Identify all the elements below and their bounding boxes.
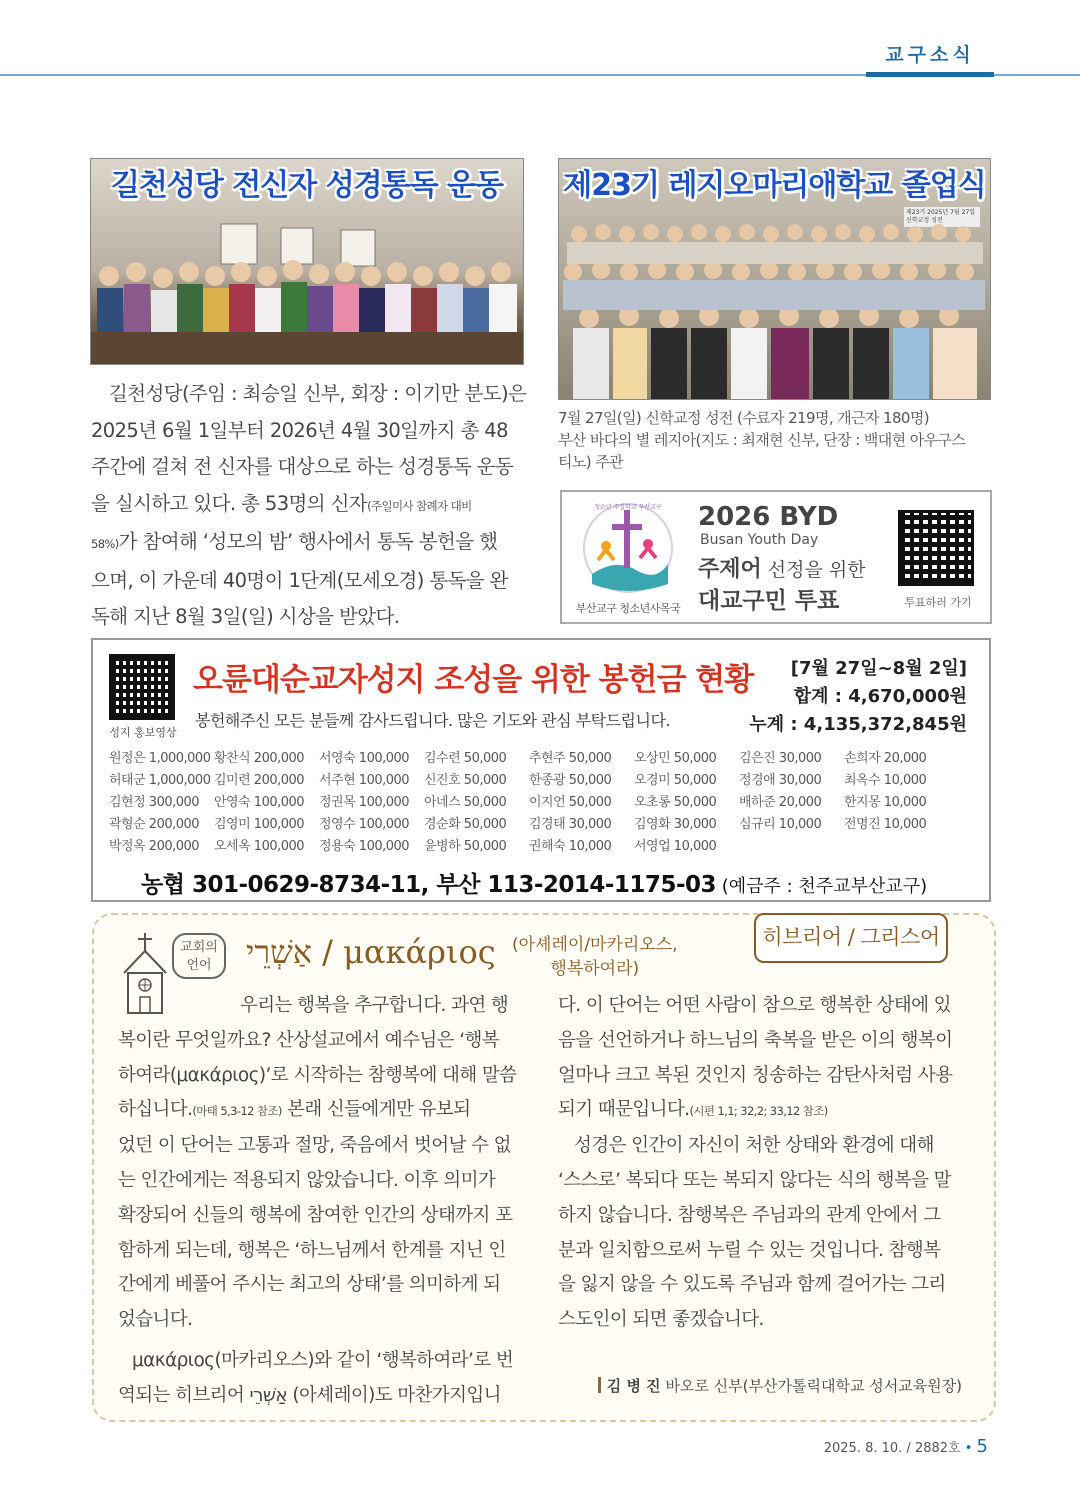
article-line: 었던 이 단어는 고통과 절망, 죽음에서 벗어날 수 없 [118,1135,511,1157]
donor-entry: 경순화 50,000 [424,817,507,832]
donation-title: 오륜대순교자성지 조성을 위한 봉헌금 현황 [193,662,754,698]
article-line [558,1093,968,1129]
article-line [118,1093,528,1129]
caption-line: 티노) 주관 [558,453,623,471]
donor-entry: 윤병하 50,000 [424,839,507,854]
page-footer [824,1436,988,1457]
article-line: 우리는 행복을 추구합니다. 과연 행 [240,995,509,1016]
right-news-caption [558,407,990,473]
donor-entry: 정권목 100,000 [319,795,410,810]
donor-entry: 전명진 10,000 [844,817,927,832]
body-line: 2025년 6월 1일부터 2026년 4월 30일까지 총 48 [91,418,508,442]
byd-qr-code[interactable] [898,510,974,586]
shrine-video-qr-code[interactable] [109,654,175,720]
page-number: 5 [976,1436,988,1457]
donation-cumulative: 누계 : 4,135,372,845원 [749,714,967,735]
author-title: 바오로 신부(부산가톨릭대학교 성서교육원장) [660,1377,962,1395]
donor-entry: 권해숙 10,000 [529,839,612,854]
author-bar [598,1377,601,1393]
byd-subtitle: Busan Youth Day [700,532,819,548]
article-line: 확장되어 신들의 행복에 참여한 인간의 상태까지 포 [118,1204,513,1226]
graduates-illustration [559,214,990,399]
donor-entry: 김미련 200,000 [214,773,305,788]
donor-entry: 배하준 20,000 [739,795,822,810]
right-photo-title: 제23기 레지오마리애학교 졸업식 [563,168,986,203]
donor-entry: 박정옥 200,000 [109,839,200,854]
gloss-line: (아셰레이/마카리오스, [512,935,678,955]
qr-caption: 성지 홍보영상 [109,726,177,739]
donor-entry: 원정은 1,000,000 [109,751,211,766]
footer-bullet: • [964,1441,973,1456]
byd-title: 2026 BYD [698,502,839,532]
left-photo-title: 길천성당 전신자 성경통독 운동 [110,168,504,203]
article-left-column [118,989,528,1414]
donor-entry: 오초롱 50,000 [634,795,717,810]
article-line: 을 잃지 않을 수 있도록 주님과 함께 걸어가는 그리 [558,1274,946,1296]
donor-entry: 최옥수 10,000 [844,773,927,788]
donor-entry: 신진호 50,000 [424,773,507,788]
logo-caption: 부산교구 청소년사목국 [575,602,681,615]
body-line: 주간에 걸쳐 전 신자를 대상으로 하는 성경통독 운동 [91,455,514,478]
caption-line: 부산 바다의 별 레지아(지도 : 최재현 신부, 단장 : 백대현 아우구스 [558,431,966,449]
article-line: 하여라(μακάριος)’로 시작하는 참행복에 대해 말씀 [118,1064,517,1086]
donor-entry: 안영숙 100,000 [214,795,305,810]
donation-period: [7월 27일~8월 2일] [790,658,967,679]
article-line: ‘스스로’ 복되다 또는 복되지 않다는 식의 행복을 말 [558,1169,951,1191]
byd-keyword: 주제어 [698,557,762,582]
donor-entry: 서영숙 100,000 [319,751,410,766]
gloss-line: 행복하여라) [550,959,640,979]
body-line: 으며, 이 가운데 40명이 1단계(모세오경) 통독을 완 [91,568,508,592]
heading-gloss [512,933,678,981]
article-line: 함하게 되는데, 행복은 ‘하느님께서 한계를 지닌 인 [118,1239,506,1261]
article-line: μακάριος(마카리오스)와 같이 ‘행복하여라’로 번 [132,1349,514,1371]
article-line: 다. 이 단어는 어떤 사람이 참으로 행복한 상태에 있 [558,995,951,1016]
scripture-ref: (시편 1,1; 32,2; 33,12 참조) [689,1104,828,1119]
article-line: 스도인이 되면 좋겠습니다. [558,1309,764,1331]
logo-ring-text: 청소년 주일학교 부산교구 [594,504,662,511]
youth-ministry-logo [576,498,680,598]
donor-entry: 황찬식 200,000 [214,751,305,766]
donor-entry: 손희자 20,000 [844,751,927,766]
body-note: 58%) [91,537,119,551]
article-line: 음을 선언하거나 하느님의 축복을 받은 이의 행복이 [558,1029,953,1051]
author-name: 김 병 진 [606,1377,661,1395]
article-right-column [558,989,968,1338]
hebrew-word: אַשְׁרֵי [246,933,312,971]
donor-entry: 오상민 50,000 [634,751,717,766]
body-text: 을 실시하고 있다. 총 53명의 신자 [91,491,368,515]
article-line: 분과 일치함으로써 누릴 수 있는 것입니다. 참행복 [558,1239,941,1261]
parishioners-illustration [91,214,523,364]
church-language-badge: 교회의 언어 [172,933,226,979]
article-line: 간에게 베풀어 주시는 최고의 상태’를 의미하게 되 [118,1274,501,1296]
left-news-photo [90,158,524,365]
donor-entry: 김경태 30,000 [529,817,612,832]
donor-entry: 서주현 100,000 [319,773,410,788]
donor-entry: 김수련 50,000 [424,751,507,766]
donor-entry: 추현주 50,000 [529,751,612,766]
donor-entry: 정경애 30,000 [739,773,822,788]
article-line: 복이란 무엇일까요? 산상설교에서 예수님은 ‘행복 [118,1029,500,1051]
article-text: 하십니다. [118,1099,193,1121]
donor-entry: 한종광 50,000 [529,773,612,788]
donor-entry: 아네스 50,000 [424,795,507,810]
header-accent-bar [866,72,994,77]
right-news-photo [558,158,991,400]
article-text: 본래 신들에게만 유보되 [281,1099,471,1121]
article-line: 하지 않습니다. 참행복은 주님과의 관계 안에서 그 [558,1204,941,1226]
body-text: 가 참여해 ‘성모의 밤’ 행사에서 통독 봉헌을 했 [118,530,498,553]
body-line [91,524,523,563]
heading-slash: / [311,933,344,971]
left-news-body [91,376,527,636]
graduation-banner: 제23기 2025년 7월 27일 신학교정 성전 [904,207,980,227]
byd-vote-box[interactable] [560,490,992,624]
issue-date: 2025. 8. 10. / 2882호 [823,1441,961,1456]
body-line [91,486,523,525]
article-heading [246,933,496,971]
scripture-ref: (마태 5,3-12 참조) [192,1104,282,1119]
donor-entry: 서영업 10,000 [634,839,717,854]
body-note: (주일미사 참례자 대비 [367,498,472,513]
donor-entry: 이지언 50,000 [529,795,612,810]
donor-entry: 심규리 10,000 [739,817,822,832]
bank-account-line [141,866,927,899]
donor-entry: 정영수 100,000 [319,817,410,832]
caption-line: 7월 27일(일) 신학교정 성전 (수료자 219명, 개근자 180명) [558,409,929,427]
donation-status-box [91,638,991,902]
church-language-article [92,913,996,1422]
byd-vote-line2: 대교구민 투표 [698,588,840,614]
byd-qr-caption[interactable]: 투표하러 가기 [904,596,972,609]
byd-vote-line1 [698,552,866,583]
donation-total: 합계 : 4,670,000원 [793,686,967,707]
language-tag: 히브리어 / 그리스어 [754,913,948,963]
donor-entry: 오경미 50,000 [634,773,717,788]
body-line: 길천성당(주임 : 최승일 신부, 회장 : 이기만 분도)은 [109,382,527,405]
donor-entry: 김영화 30,000 [634,817,717,832]
body-line: 독해 지난 8월 3일(일) 시상을 받았다. [91,605,400,628]
donor-entry: 허태군 1,000,000 [109,773,211,788]
article-author [598,1375,962,1396]
article-line: 성경은 인간이 자신이 처한 상태와 환경에 대해 [574,1135,934,1157]
article-line: 는 인간에게는 적용되지 않았습니다. 이후 의미가 [118,1169,496,1191]
bank-accounts: 농협 301-0629-8734-11, 부산 113-2014-1175-03 [141,872,716,898]
account-holder: (예금주 : 천주교부산교구) [716,876,928,897]
donor-entry: 한지몽 10,000 [844,795,927,810]
donation-thanks: 봉헌해주신 모든 분들께 감사드립니다. 많은 기도와 관심 부탁드립니다. [195,711,670,730]
section-title: 교구소식 [885,44,975,66]
byd-line1-rest: 선정을 위한 [761,559,866,581]
greek-word: μακάριος [343,933,496,971]
donor-entry: 김영미 100,000 [214,817,305,832]
donor-entry: 곽형순 200,000 [109,817,200,832]
article-text: 되기 때문입니다. [558,1099,690,1121]
donor-list [109,747,949,854]
article-line: 얼마나 크고 복된 것인지 칭송하는 감탄사처럼 사용 [558,1064,953,1086]
article-line: 었습니다. [118,1309,193,1331]
donor-entry: 정용숙 100,000 [319,839,410,854]
article-line: 역되는 히브리어 אַשְׁרֵי (아셰레이)도 마찬가지입니 [118,1384,501,1406]
donor-entry: 오세옥 100,000 [214,839,305,854]
donor-entry: 김은진 30,000 [739,751,822,766]
donor-entry: 김현정 300,000 [109,795,200,810]
